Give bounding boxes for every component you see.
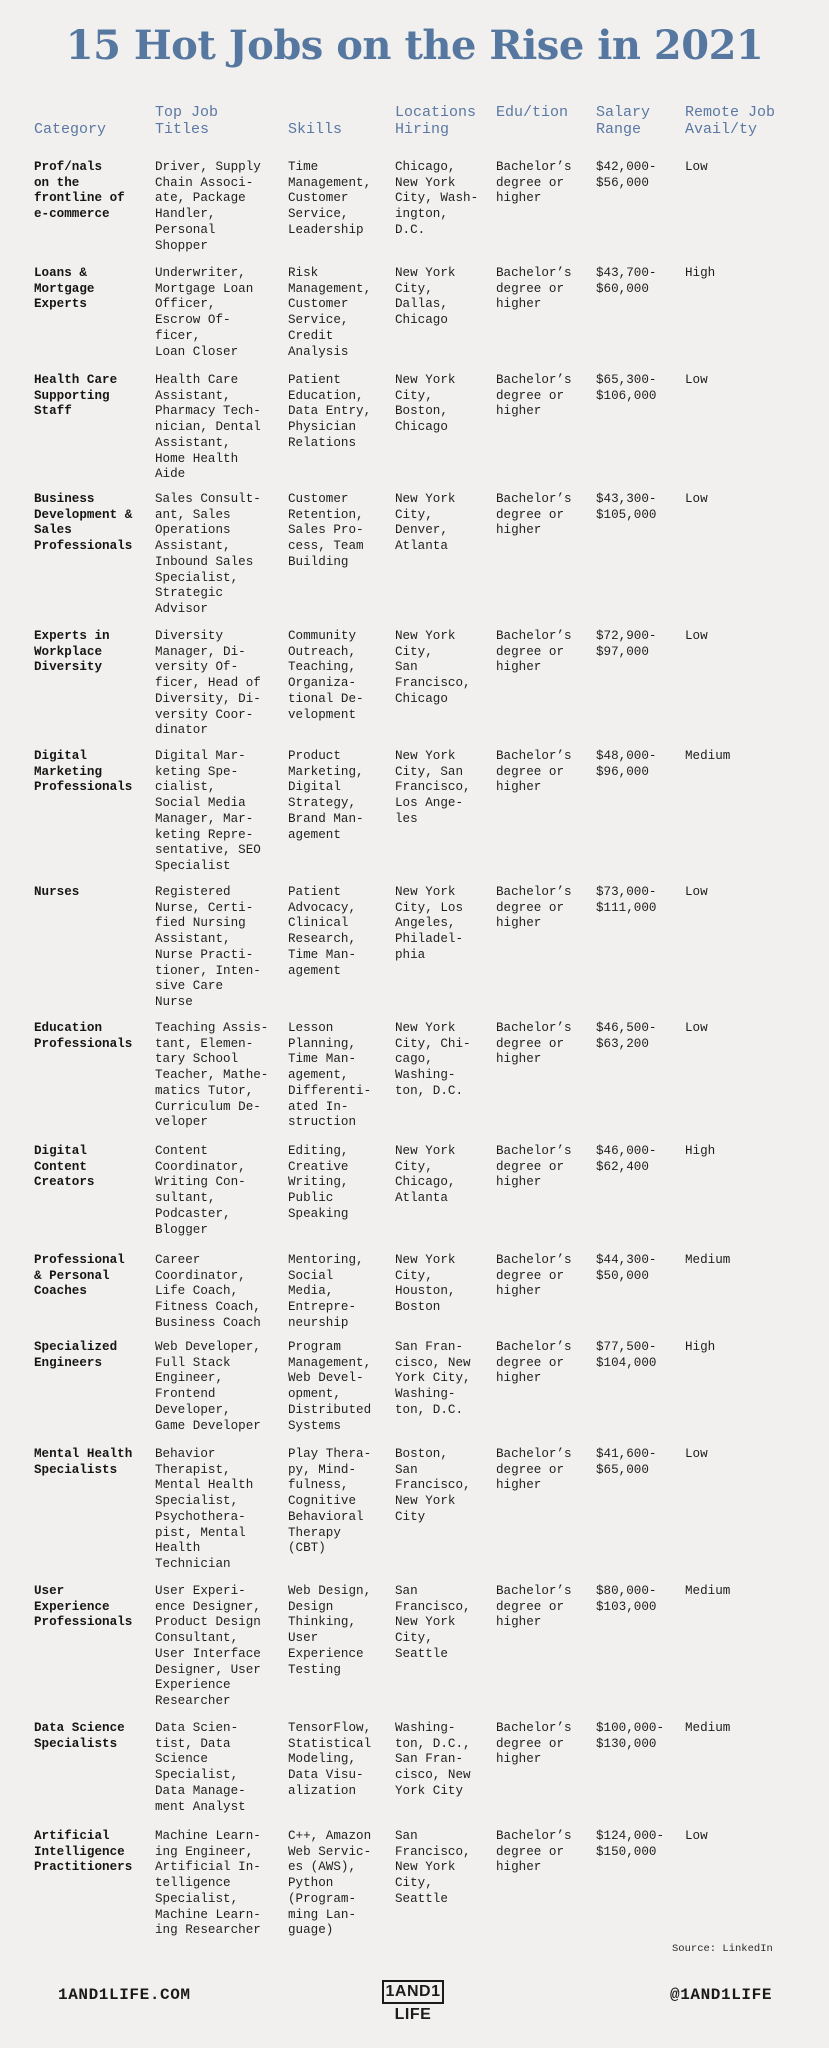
cell-locations: New York City, Dallas, Chicago — [395, 266, 456, 328]
footer-website[interactable]: 1AND1LIFE.COM — [58, 1986, 191, 2004]
cell-skills: Time Management, Customer Service, Leadership — [288, 160, 372, 237]
cell-titles: Behavior Therapist, Mental Health Specialist, Psychothera- pist, Mental Health Technician — [155, 1447, 254, 1571]
cell-titles: Web Developer, Full Stack Engineer, Frontend Developer, Game Developer — [155, 1340, 261, 1433]
cell-salary: $80,000- $103,000 — [596, 1584, 657, 1614]
cell-remote: High — [685, 1144, 716, 1158]
cell-remote: Medium — [685, 1584, 731, 1598]
cell-education: Bachelor’s degree or higher — [496, 1340, 572, 1386]
cell-salary: $124,000- $150,000 — [596, 1829, 665, 1859]
cell-remote: Low — [685, 160, 708, 174]
cell-skills: Web Design, Design Thinking, User Experience Testing — [288, 1584, 372, 1677]
cell-titles: Career Coordinator, Life Coach, Fitness Coach, Business Coach — [155, 1253, 261, 1330]
cell-titles: Data Scien- tist, Data Science Specialist, Data Manage- ment Analyst — [155, 1721, 246, 1814]
cell-salary: $46,500- $63,200 — [596, 1021, 657, 1051]
cell-category: Data Science Specialists — [34, 1721, 125, 1751]
cell-locations: New York City, Los Angeles, Philadel- phia — [395, 885, 464, 962]
cell-category: User Experience Professionals — [34, 1584, 133, 1630]
cell-skills: Product Marketing, Digital Strategy, Brand Man- agement — [288, 749, 364, 842]
cell-category: Digital Content Creators — [34, 1144, 95, 1190]
cell-salary: $72,900- $97,000 — [596, 629, 657, 659]
cell-salary: $44,300- $50,000 — [596, 1253, 657, 1283]
cell-locations: New York City, San Francisco, Chicago — [395, 629, 471, 706]
cell-locations: New York City, Denver, Atlanta — [395, 492, 456, 554]
cell-skills: Patient Education, Data Entry, Physician Relations — [288, 373, 372, 450]
cell-category: Health Care Supporting Staff — [34, 373, 118, 419]
cell-locations: San Fran- cisco, New York City, Washing- ton, D.C. — [395, 1340, 471, 1417]
cell-skills: Patient Advocacy, Clinical Research, Time Man- agement — [288, 885, 357, 978]
cell-skills: Mentoring, Social Media, Entrepre- neurship — [288, 1253, 364, 1330]
brand-logo-bottom: LIFE — [394, 2006, 432, 2023]
cell-locations: New York City, Boston, Chicago — [395, 373, 456, 435]
cell-category: Digital Marketing Professionals — [34, 749, 133, 795]
cell-category: Education Professionals — [34, 1021, 133, 1051]
cell-salary: $41,600- $65,000 — [596, 1447, 657, 1477]
cell-titles: Machine Learn- ing Engineer, Artificial In- telligence Specialist, Machine Learn- ing Researcher — [155, 1829, 261, 1938]
cell-skills: Program Management, Web Devel- opment, Distributed Systems — [288, 1340, 372, 1433]
cell-locations: Chicago, New York City, Wash- ington, D.C. — [395, 160, 479, 237]
cell-titles: Content Coordinator, Writing Con- sultant, Podcaster, Blogger — [155, 1144, 246, 1237]
cell-category: Experts in Workplace Diversity — [34, 629, 110, 675]
cell-titles: Health Care Assistant, Pharmacy Tech- nician, Dental Assistant, Home Health Aide — [155, 373, 261, 482]
cell-remote: Low — [685, 1021, 708, 1035]
cell-education: Bachelor’s degree or higher — [496, 629, 572, 675]
cell-titles: Teaching Assis- tant, Elemen- tary School Teacher, Mathe- matics Tutor, Curriculum De- veloper — [155, 1021, 269, 1130]
cell-skills: Customer Retention, Sales Pro- cess, Team Building — [288, 492, 364, 569]
cell-remote: High — [685, 1340, 716, 1354]
cell-education: Bachelor’s degree or higher — [496, 160, 572, 206]
cell-locations: San Francisco, New York City, Seattle — [395, 1829, 471, 1906]
cell-salary: $73,000- $111,000 — [596, 885, 657, 915]
cell-education: Bachelor’s degree or higher — [496, 1829, 572, 1875]
cell-remote: Medium — [685, 1253, 731, 1267]
page-title: 15 Hot Jobs on the Rise in 2021 — [65, 22, 764, 69]
cell-locations: San Francisco, New York City, Seattle — [395, 1584, 471, 1661]
header-skills: Skills — [288, 121, 343, 138]
footer-handle[interactable]: @1AND1LIFE — [670, 1986, 773, 2004]
cell-education: Bachelor’s degree or higher — [496, 266, 572, 312]
cell-remote: Medium — [685, 1721, 731, 1735]
cell-salary: $46,000- $62,400 — [596, 1144, 657, 1174]
cell-salary: $65,300- $106,000 — [596, 373, 657, 403]
cell-skills: Editing, Creative Writing, Public Speaking — [288, 1144, 349, 1221]
cell-education: Bachelor’s degree or higher — [496, 492, 572, 538]
cell-salary: $77,500- $104,000 — [596, 1340, 657, 1370]
cell-locations: New York City, Chi- cago, Washing- ton, D.C. — [395, 1021, 471, 1098]
cell-salary: $100,000- $130,000 — [596, 1721, 665, 1751]
cell-remote: Low — [685, 1829, 708, 1843]
cell-category: Specialized Engineers — [34, 1340, 118, 1370]
cell-titles: User Experi- ence Designer, Product Design Consultant, User Interface Designer, User Experience Researcher — [155, 1584, 261, 1708]
cell-category: Professional & Personal Coaches — [34, 1253, 125, 1299]
header-locations: Locations Hiring — [395, 104, 477, 138]
cell-category: Nurses — [34, 885, 80, 899]
cell-titles: Underwriter, Mortgage Loan Officer, Escrow Of- ficer, Loan Closer — [155, 266, 254, 359]
cell-skills: Play Thera- py, Mind- fulness, Cognitive Behavioral Therapy (CBT) — [288, 1447, 372, 1556]
cell-remote: Low — [685, 629, 708, 643]
header-education: Edu/tion — [496, 104, 569, 121]
cell-remote: High — [685, 266, 716, 280]
cell-skills: TensorFlow, Statistical Modeling, Data Visu- alization — [288, 1721, 372, 1798]
cell-locations: Washing- ton, D.C., San Fran- cisco, New York City — [395, 1721, 471, 1798]
cell-titles: Registered Nurse, Certi- fied Nursing Assistant, Nurse Practi- tioner, Inten- sive Care Nurse — [155, 885, 261, 1009]
header-titles: Top Job Titles — [155, 104, 219, 138]
cell-skills: C++, Amazon Web Servic- es (AWS), Python (Program- ming Lan- guage) — [288, 1829, 372, 1938]
header-remote: Remote Job Avail/ty — [685, 104, 776, 138]
source-note: Source: LinkedIn — [672, 1943, 773, 1955]
cell-education: Bachelor’s degree or higher — [496, 373, 572, 419]
cell-education: Bachelor’s degree or higher — [496, 1021, 572, 1067]
cell-salary: $43,300- $105,000 — [596, 492, 657, 522]
cell-remote: Low — [685, 1447, 708, 1461]
cell-category: Artificial Intelligence Practitioners — [34, 1829, 133, 1875]
cell-titles: Driver, Supply Chain Associ- ate, Package Handler, Personal Shopper — [155, 160, 261, 253]
header-category: Category — [34, 121, 107, 138]
cell-locations: Boston, San Francisco, New York City — [395, 1447, 471, 1524]
cell-titles: Diversity Manager, Di- versity Of- ficer, Head of Diversity, Di- versity Coor- dinator — [155, 629, 261, 738]
cell-education: Bachelor’s degree or higher — [496, 885, 572, 931]
cell-category: Mental Health Specialists — [34, 1447, 133, 1477]
cell-remote: Low — [685, 373, 708, 387]
cell-category: Prof/nals on the frontline of e-commerce — [34, 160, 125, 222]
cell-education: Bachelor’s degree or higher — [496, 1721, 572, 1767]
cell-titles: Sales Consult- ant, Sales Operations Assistant, Inbound Sales Specialist, Strategic Advisor — [155, 492, 261, 616]
cell-remote: Low — [685, 492, 708, 506]
cell-education: Bachelor’s degree or higher — [496, 1584, 572, 1630]
cell-skills: Risk Management, Customer Service, Credit Analysis — [288, 266, 372, 359]
cell-titles: Digital Mar- keting Spe- cialist, Social Media Manager, Mar- keting Repre- sentative, SEO Specialist — [155, 749, 261, 873]
header-salary: Salary Range — [596, 104, 651, 138]
brand-logo-top: 1AND1 — [382, 1980, 444, 2004]
cell-locations: New York City, Chicago, Atlanta — [395, 1144, 456, 1206]
cell-remote: Medium — [685, 749, 731, 763]
cell-education: Bachelor’s degree or higher — [496, 1253, 572, 1299]
cell-skills: Community Outreach, Teaching, Organiza- tional De- velopment — [288, 629, 364, 722]
cell-salary: $42,000- $56,000 — [596, 160, 657, 190]
cell-remote: Low — [685, 885, 708, 899]
cell-locations: New York City, Houston, Boston — [395, 1253, 456, 1315]
cell-skills: Lesson Planning, Time Man- agement, Differenti- ated In- struction — [288, 1021, 372, 1130]
cell-salary: $43,700- $60,000 — [596, 266, 657, 296]
cell-category: Loans & Mortgage Experts — [34, 266, 95, 312]
cell-category: Business Development & Sales Professionals — [34, 492, 133, 554]
cell-education: Bachelor’s degree or higher — [496, 1447, 572, 1493]
cell-education: Bachelor’s degree or higher — [496, 1144, 572, 1190]
cell-education: Bachelor’s degree or higher — [496, 749, 572, 795]
cell-locations: New York City, San Francisco, Los Ange- les — [395, 749, 471, 826]
cell-salary: $48,000- $96,000 — [596, 749, 657, 779]
